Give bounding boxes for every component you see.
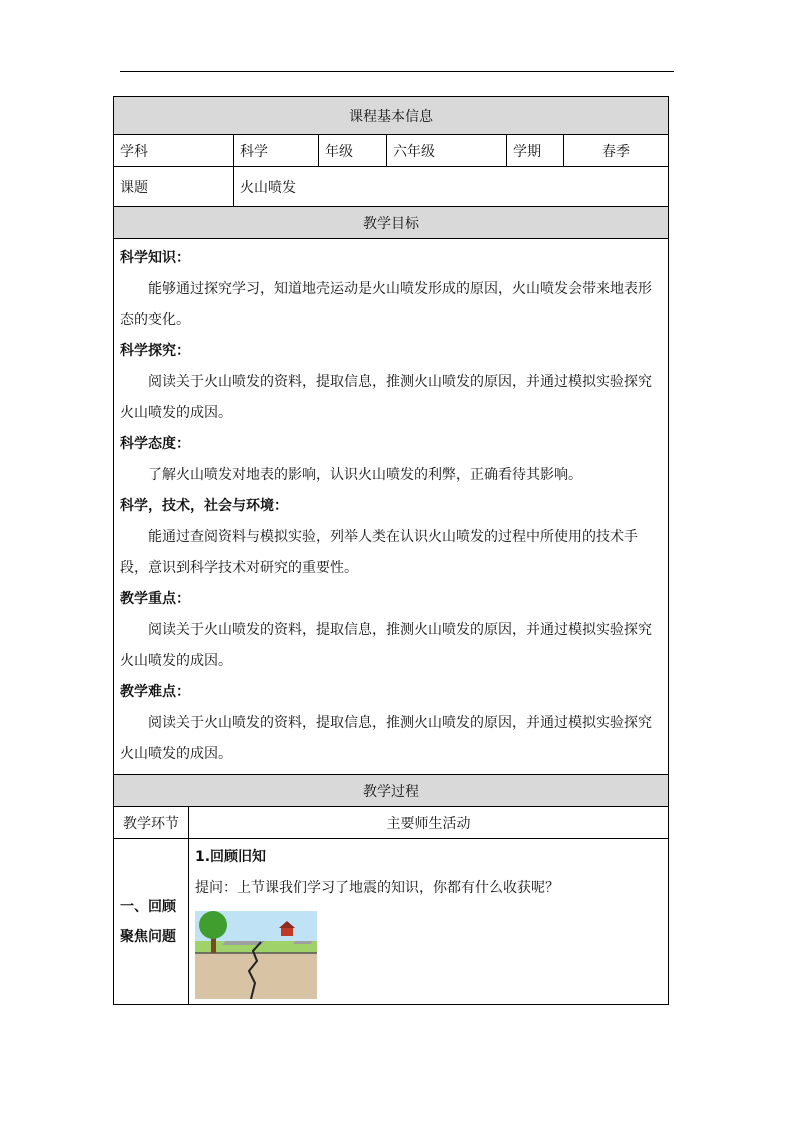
subject-label: 学科 <box>114 135 234 167</box>
goal-title: 科学态度： <box>120 436 190 452</box>
tree-crown <box>199 911 227 939</box>
header-rule <box>120 71 674 72</box>
goal-title: 科学探究： <box>120 343 190 359</box>
activity-1-cell <box>189 839 669 1005</box>
goal-stse <box>120 491 662 584</box>
goal-title: 教学难点： <box>120 684 190 700</box>
col-stage-header: 教学环节 <box>114 807 189 839</box>
col-activity-header: 主要师生活动 <box>189 807 669 839</box>
goal-knowledge <box>120 243 662 336</box>
term-label: 学期 <box>507 135 564 167</box>
goal-title: 科学，技术，社会与环境： <box>120 498 288 514</box>
goal-difficulty <box>120 677 662 770</box>
goal-body: 阅读关于火山喷发的资料，提取信息，推测火山喷发的原因，并通过模拟实验探究火山喷发的成因。 <box>120 374 652 421</box>
lesson-plan-table <box>113 96 669 1005</box>
goal-body: 能通过查阅资料与模拟实验，列举人类在认识火山喷发的过程中所使用的技术手段，意识到科学技术对研究的重要性。 <box>120 529 638 576</box>
subject-value: 科学 <box>234 135 319 167</box>
topic-value: 火山喷发 <box>234 167 669 207</box>
section-goals: 教学目标 <box>114 207 669 239</box>
term-value: 春季 <box>564 135 669 167</box>
goal-key-point <box>120 584 662 677</box>
goal-body: 了解火山喷发对地表的影响，认识火山喷发的利弊，正确看待其影响。 <box>148 467 582 483</box>
goals-cell <box>114 239 669 775</box>
grade-label: 年级 <box>319 135 387 167</box>
step-title: 1.回顾旧知 <box>195 849 267 865</box>
goal-body: 阅读关于火山喷发的资料，提取信息，推测火山喷发的原因，并通过模拟实验探究火山喷发的成因。 <box>120 622 652 669</box>
earthquake-crack-illustration <box>195 911 317 999</box>
goal-attitude <box>120 429 662 491</box>
stage-1-line2: 聚焦问题 <box>120 928 176 945</box>
review-question: 提问：上节课我们学习了地震的知识，你都有什么收获呢？ <box>195 880 559 896</box>
stage-1-cell <box>114 839 189 1005</box>
goal-inquiry <box>120 336 662 429</box>
goal-body: 阅读关于火山喷发的资料，提取信息，推测火山喷发的原因，并通过模拟实验探究火山喷发的成因。 <box>120 715 652 762</box>
goal-title: 科学知识： <box>120 250 190 266</box>
section-process: 教学过程 <box>114 775 669 807</box>
goal-body: 能够通过探究学习，知道地壳运动是火山喷发形成的原因，火山喷发会带来地表形态的变化。 <box>120 281 652 328</box>
house <box>281 927 293 936</box>
topic-label: 课题 <box>114 167 234 207</box>
grade-value: 六年级 <box>387 135 507 167</box>
section-basic-info: 课程基本信息 <box>114 97 669 135</box>
goal-title: 教学重点： <box>120 591 190 607</box>
stage-1-line1: 一、回顾 <box>120 898 176 915</box>
